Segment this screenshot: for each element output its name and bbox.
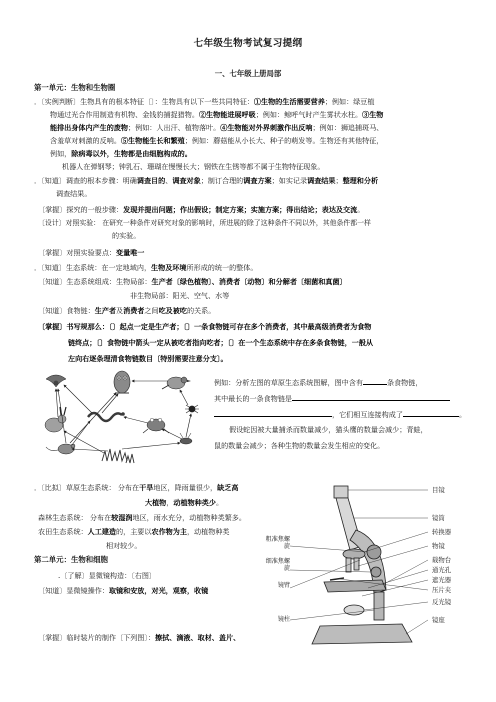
section-subtitle: 一、七年级上册局部 bbox=[214, 69, 282, 78]
label-coarse-focus: 粗准焦螺旋 bbox=[265, 536, 290, 550]
eyepiece-icon bbox=[334, 486, 348, 498]
answer-blank[interactable] bbox=[403, 408, 459, 417]
text-line: ．〔比拟〕草原生态系统： 分布在干旱地区，降雨量很少，缺乏高 bbox=[34, 483, 239, 492]
answer-blank[interactable] bbox=[214, 408, 332, 417]
example-line: 假设蛇因被大量捕杀而数量减少，猫头鹰的数量会减少；青蛙， bbox=[229, 425, 428, 434]
label-clips: 压片夹 bbox=[432, 586, 452, 594]
text-line: 相对较少。 bbox=[106, 541, 142, 550]
text-line: 含羞草对刺激的反响。⑤生物能生长和繁殖；例如：蘑菇能从小长大、种子的萌发等。生物还有其他特征， bbox=[50, 136, 384, 145]
answer-blank[interactable] bbox=[363, 376, 387, 385]
coarse-knob-icon bbox=[367, 545, 381, 559]
label-base: 镜座 bbox=[432, 616, 445, 624]
text-line: 的实验。 bbox=[112, 231, 141, 240]
food-web-illustration bbox=[36, 369, 208, 467]
example-line: 鼠的数量会减少；各种生物的数量会发生相应的变化。 bbox=[214, 441, 385, 450]
text-line: 非生物局部：阳光、空气、水等 bbox=[130, 291, 230, 300]
label-objective: 物镜 bbox=[432, 542, 445, 550]
label-nosepiece: 转换器 bbox=[432, 528, 452, 536]
text-line: .〔了解〕显微镜构造：〔右图〕 bbox=[58, 571, 157, 580]
fine-knob-icon bbox=[371, 567, 381, 577]
text-line: 物通过光合作用制造有机物、金钱豹捕捉猎物。②生物能进展呼吸；例如：鲸呼气时产生雾状水柱。③生物 bbox=[50, 110, 384, 119]
label-diaphragm: 遮光器 bbox=[432, 576, 452, 584]
unit1-heading: 第一单元：生物和生物圈 bbox=[34, 83, 116, 92]
label-pillar: 镜柱 bbox=[277, 616, 290, 623]
text-line: ．〔知道〕生态系统：在一定地域内，生物及环境所形成的统一的整体。 bbox=[34, 263, 258, 272]
text-line: 农田生态系统：人工建造的，主要以农作物为主，动植物种类 bbox=[38, 527, 230, 536]
text-line: 〔掌握〕对照实验要点：变量唯一 bbox=[38, 248, 145, 257]
text-line: 链终点；〔〕食物链中箭头一定从被吃者指向吃者；〔〕在一个生态系统中存在多条食物链，一般从 bbox=[68, 338, 374, 347]
text-line: 〔掌握〕探究的一般步骤：发现并提出问题；作出假设；制定方案；实施方案；得出结论；表达及交流。 bbox=[38, 205, 365, 214]
text-line: 〔设计〕对照实验： 在研究一种条件对研究对象的影响时，所进展的除了这种条件不同以外，其他条件都一样 bbox=[38, 219, 371, 227]
page-title: 七年级生物考试复习提纲 bbox=[193, 38, 303, 49]
snake-icon bbox=[88, 412, 125, 421]
eagle-icon bbox=[46, 375, 66, 387]
text-line: 〔知道〕生态系统组成：生物局部：生产者〔绿色植物〕、消费者〔动物〕和分解者〔细菌和真菌〕 bbox=[38, 277, 347, 286]
text-line: 〔知道〕食物链：生产者及消费者之间吃及被吃的关系。 bbox=[38, 306, 216, 315]
text-line: ．〔知道〕调查的根本步骤：明确调查目的、调查对象；制订合理的调查方案；如实记录调查结果；整理和分析 bbox=[34, 176, 379, 185]
text-line: 〔掌握〕临时装片的制作〔下列图〕：擦拭、滴液、取材、盖片、 bbox=[38, 633, 241, 642]
text-line: 森林生态系统： 分布在较湿润地区，雨水充分，动植物种类繁多。 bbox=[38, 513, 246, 522]
insect-icon bbox=[180, 433, 192, 444]
mouse-icon bbox=[46, 444, 75, 454]
objective-icon bbox=[346, 558, 351, 572]
label-stage: 载物台 bbox=[432, 556, 452, 564]
base-icon bbox=[312, 624, 412, 644]
example-line: ，它们相互连接构成了 。 bbox=[214, 408, 466, 422]
example-line: 其中最长的一条食物链是 bbox=[214, 392, 450, 406]
label-tube: 镜筒 bbox=[432, 514, 445, 522]
label-mirror: 反光镜 bbox=[432, 598, 452, 606]
owl-icon bbox=[114, 371, 130, 393]
pillar-icon bbox=[374, 592, 384, 620]
rabbit-icon bbox=[45, 407, 66, 432]
stage-icon bbox=[324, 580, 386, 592]
text-line: 〔掌握〕书写规那么：〔〕起点一定是生产者；〔〕一条食物链可存在多个消费者，其中最高级消费者为食物 bbox=[38, 322, 372, 331]
text-line: 大植物，动植物种类少。 bbox=[145, 498, 224, 507]
answer-blank[interactable] bbox=[292, 392, 450, 401]
label-arm: 镜臂 bbox=[277, 582, 290, 589]
bird-icon bbox=[162, 377, 191, 389]
text-line: ．〔实例判断〕生物具有的根本特征〔〕：生物具有以下一些共同特征：①生物的生活需要营养；例如：绿豆植 bbox=[34, 97, 375, 106]
unit2-heading: 第二单元：生物和细胞 bbox=[34, 555, 108, 564]
label-aperture: 通光孔 bbox=[432, 566, 452, 574]
label-eyepiece: 目镜 bbox=[432, 486, 445, 494]
text-line: 左向右逐条理清食物链数目〔特别需要注意分支〕。 bbox=[68, 354, 228, 363]
text-line: 例如，除病毒以外，生物都是由细胞构成的。 bbox=[50, 149, 192, 158]
microscope-illustration bbox=[290, 480, 430, 660]
example-line: 例如：分析左图的草原生态系统图解，图中含有 条食物链， bbox=[214, 378, 423, 387]
text-line: 调查结果。 bbox=[56, 189, 92, 198]
label-fine-focus: 细准焦螺旋 bbox=[265, 558, 290, 572]
spider-icon bbox=[185, 405, 199, 413]
text-line: 机器人在弹钢琴；钟乳石、珊瑚在慢慢长大；钢铁在生锈等都不属于生物特征现象。 bbox=[62, 162, 325, 171]
text-line: 〔知道〕显微镜操作：取镜和安放，对光，观察，收镜 bbox=[38, 586, 209, 595]
text-line: 能排出身体内产生的废物；例如：人出汗、植物落叶。④生物能对外界刺激作出反响；例如：狮追捕斑马、 bbox=[50, 123, 384, 132]
mirror-icon bbox=[344, 605, 364, 615]
